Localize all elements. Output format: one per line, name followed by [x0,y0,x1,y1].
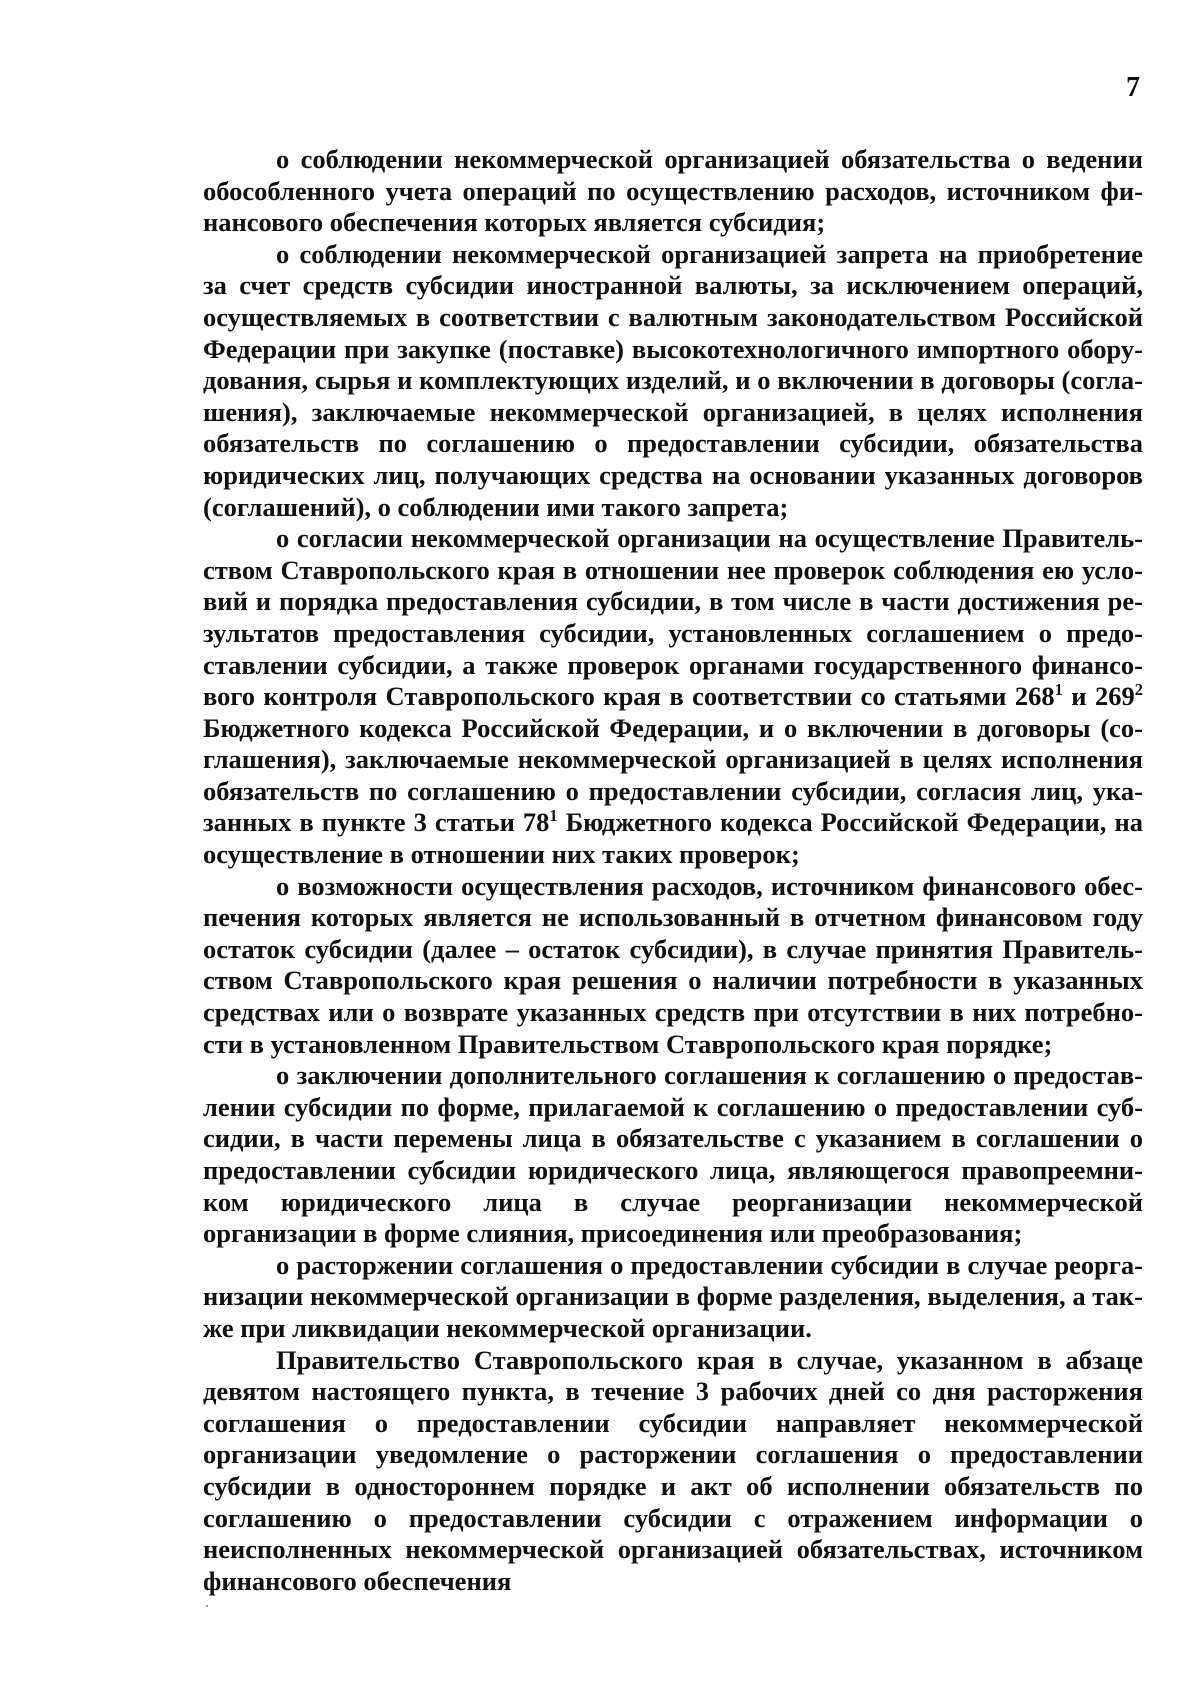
paragraph [203,144,1143,239]
scan-speck [206,1605,208,1607]
superscript-index: 2 [1134,680,1143,700]
paragraph-text: о возможности осуществления расходов, источником финансового обеспечения которых является не использованный в отчетном финансовом году остаток субсидии (далее – остаток субсидии), в случае принятия Правительством Ставропольского края решения о наличии потребности в указанных средствах или о возврате указанных средств при отсутствии в них потребности в установленном Правительством Ставропольского края порядке; [203,870,1143,1059]
superscript-index: 1 [549,806,558,826]
paragraph-text: о соблюдении некоммерческой организацией обязательства о ведении обособленного учета операций по осуществлению расходов, источником финансового обеспечения которых является субсидия; [203,144,1143,238]
paragraph [203,1345,1143,1598]
paragraph-text: Бюджетного кодекса Российской Федерации, на осуществление в отношении них таких проверок; [203,807,1143,870]
paragraph [203,239,1143,523]
paragraph [203,871,1143,1061]
paragraph [203,1250,1143,1345]
paragraph [203,1060,1143,1250]
paragraph-text: Правительство Ставропольского края в случае, указанном в абзаце девятом настоящего пункта, в течение 3 рабочих дней со дня расторжения соглашения о предоставлении субсидии направляет некоммерческой организации уведомление о расторжении соглашения о предоставлении субсидии в одностороннем порядке и акт об исполнении обязательств по соглашению о предоставлении субсидии с отражением информации о неисполненных некоммерческой организацией обязательствах, источником финансового обеспечения [203,1344,1143,1596]
paragraph-text: о расторжении соглашения о предоставлении субсидии в случае реорганизации некоммерческой организации в форме разделения, выделения, а также при ликвидации некоммерческой организации. [203,1249,1143,1343]
superscript-index: 1 [1054,680,1063,700]
paragraph-text: Бюджетного кодекса Российской Федерации, и о включении в договоры (соглашения), заключаемые некоммерческой организацией в целях исполнения обязательств по соглашению о предоставлении субсидии, согласия лиц, указанных в пункте 3 статьи 78 [203,712,1143,838]
paragraph-text: и 269 [1062,681,1135,712]
paragraph [203,523,1143,871]
paragraph-text: о согласии некоммерческой организации на осуществление Правительством Ставропольского края в отношении нее проверок соблюдения ею условий и порядка предоставления субсидии, в том числе в части достижения результатов предоставления субсидии, установленных соглашением о предоставлении субсидии, а также проверок органами государственного финансового контроля Ставропольского края в соответствии со статьями 268 [203,523,1143,712]
paragraph-text: о заключении дополнительного соглашения к соглашению о предоставлении субсидии по форме, прилагаемой к соглашению о предоставлении субсидии, в части перемены лица в обязательстве с указанием в соглашении о предоставлении субсидии юридического лица, являющегося правопреемником юридического лица в случае реорганизации некоммерческой организации в форме слияния, присоединения или преобразования; [203,1060,1143,1249]
page-number: 7 [1126,72,1140,103]
paragraph-text: о соблюдении некоммерческой организацией запрета на приобретение за счет средств субсидии иностранной валюты, за исключением операций, осуществляемых в соответствии с валютным законодательством Российской Федерации при закупке (поставке) высокотехнологичного импортного оборудования, сырья и комплектующих изделий, и о включении в договоры (соглашения), заключаемые некоммерческой организацией, в целях исполнения обязательств по соглашению о предоставлении субсидии, обязательства юридических лиц, получающих средства на основании указанных договоров (соглашений), о соблюдении ими такого запрета; [203,238,1143,522]
body-text [203,144,1143,1597]
